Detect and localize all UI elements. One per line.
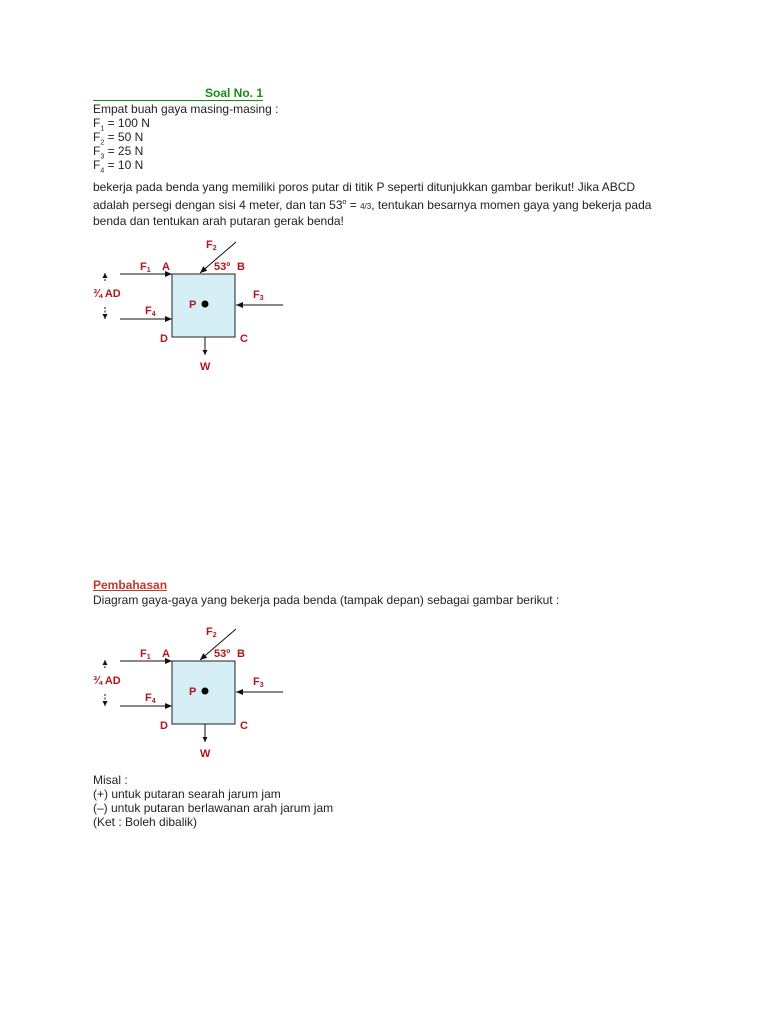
convention-note: (Ket : Boleh dibalik) (93, 815, 198, 829)
force-f1: $F_1 = 100$ N (93, 116, 150, 133)
convention-clockwise: (+) untuk putaran searah jarum jam (93, 787, 281, 801)
label-w: W (200, 361, 211, 373)
label-f1: F1 (140, 261, 151, 274)
label-f4: F4 (145, 305, 156, 318)
force-diagram-1 (0, 235, 768, 375)
pivot-point (202, 688, 209, 695)
pivot-point (202, 301, 209, 308)
label-f2: F2 (206, 626, 217, 639)
label-c: C (240, 720, 248, 732)
label-d: D (160, 333, 168, 345)
problem-intro: Empat buah gaya masing-masing : (93, 102, 279, 116)
force-f4: $F_4 = 10$ N (93, 158, 144, 175)
force-f3: $F_3 = 25$ N (93, 144, 144, 161)
label-f4: F4 (145, 692, 156, 705)
convention-counterclockwise: (–) untuk putaran berlawanan arah jarum jam (93, 801, 334, 815)
label-angle: 53º (214, 261, 231, 273)
problem-question: bekerja pada benda yang memiliki poros putar di titik P seperti ditunjukkan gambar berikut! Jika ABCD adalah persegi dengan sisi 4 meter, dan $\tan 53^o = 4/3$, tentukan besarnya momen gaya yang bekerja pada benda dan tentukan arah putaran gerak benda! (93, 180, 652, 228)
label-c: C (240, 333, 248, 345)
solution-title: Pembahasan (93, 578, 168, 592)
problem-title: Soal No. 1 (93, 86, 263, 101)
label-p: P (189, 686, 197, 698)
label-angle: 53º (214, 648, 231, 660)
label-d: D (160, 720, 168, 732)
label-quarter-ad: ¾ AD (93, 675, 121, 687)
label-f3: F3 (253, 289, 264, 302)
force-f2: $F_2 = 50$ N (93, 130, 144, 147)
label-a: A (162, 261, 170, 273)
convention-heading: Misal : (93, 773, 128, 787)
label-b: B (237, 648, 245, 660)
force-diagram-2 (0, 622, 768, 762)
label-a: A (162, 648, 170, 660)
label-f1: F1 (140, 648, 151, 661)
label-quarter-ad: ¾ AD (93, 288, 121, 300)
label-p: P (189, 299, 197, 311)
solution-description: Diagram gaya-gaya yang bekerja pada benda (tampak depan) sebagai gambar berikut : (93, 593, 560, 607)
label-f3: F3 (253, 676, 264, 689)
label-w: W (200, 748, 211, 760)
label-f2: F2 (206, 239, 217, 252)
label-b: B (237, 261, 245, 273)
